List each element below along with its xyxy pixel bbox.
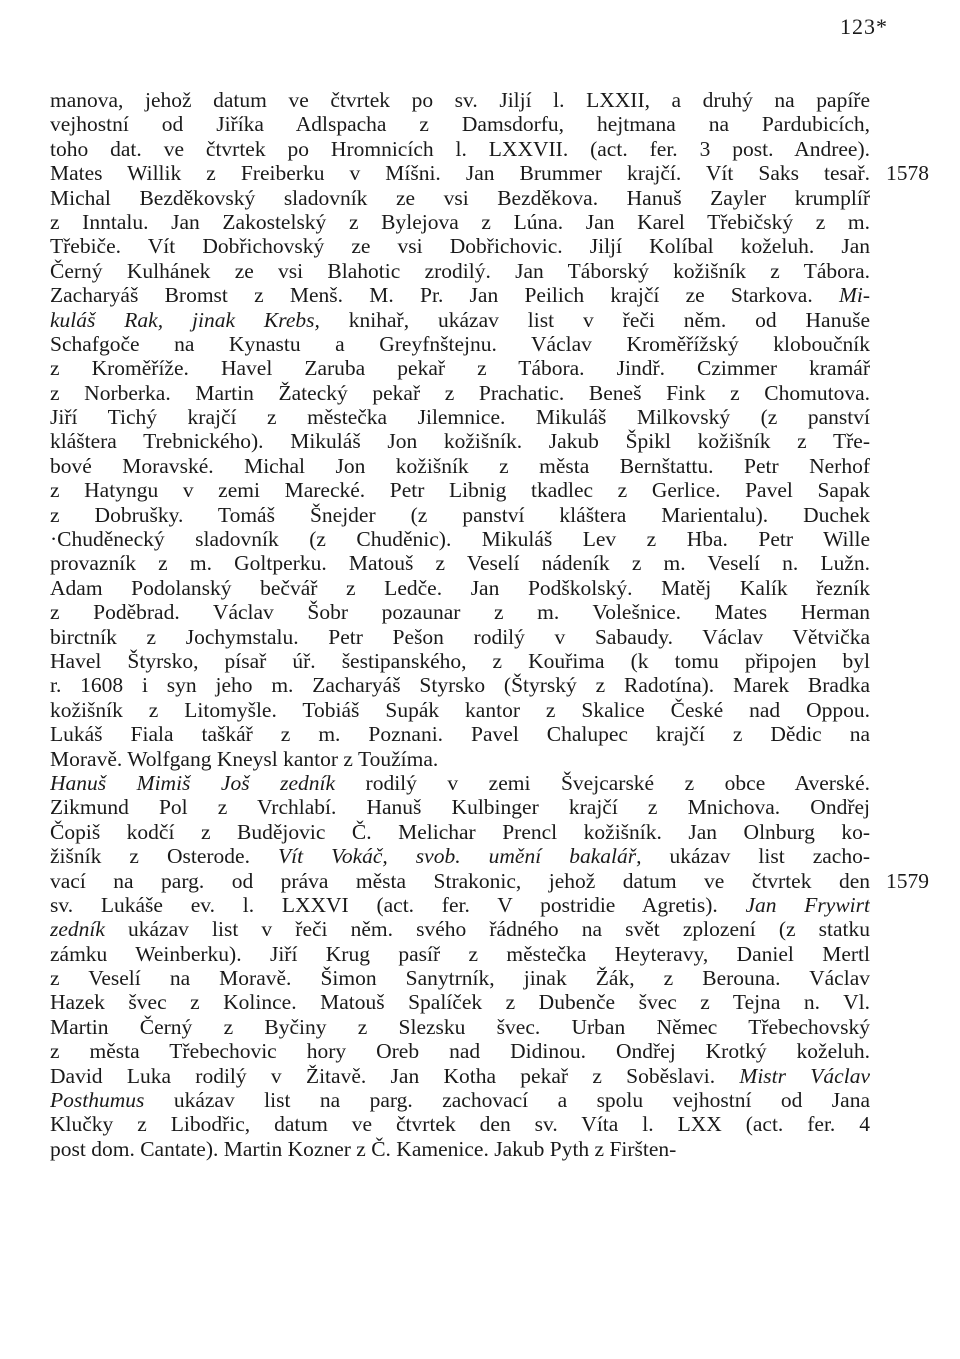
text-segment: rodilý v zemi Švejcarské z obce Averské. (335, 770, 870, 795)
text-line (50, 283, 870, 307)
text-segment: Čopiš kodčí z Budějovic Č. Melichar Prencl kožišník. Jan Olnburg ko- (50, 819, 870, 844)
page-number: 123* (840, 14, 888, 39)
text-line (50, 259, 870, 283)
text-segment: z Kroměříže. Havel Zaruba pekař z Tábora. Jindř. Czimmer kramář (50, 356, 870, 381)
text-line (50, 308, 870, 332)
text-segment: ·Chuděnecký sladovník (z Chuděnic). Mikuláš Lev z Hba. Petr Wille (50, 527, 870, 552)
italic-text: Vít Vokáč, svob. umění bakalář, (277, 844, 642, 869)
text-line (50, 112, 870, 136)
text-line (50, 990, 870, 1014)
text-segment: ukázav list v řeči něm. svého řádného na svět zplození (z statku (104, 917, 870, 942)
margin-year: 1578 (886, 161, 929, 186)
text-line (50, 137, 870, 161)
text-segment: z města Třebechovic hory Oreb nad Didinou. Ondřej Krotký koželuh. (50, 1039, 870, 1064)
text-line (50, 649, 870, 673)
text-line (50, 673, 870, 697)
italic-text: Jan Frywirt (745, 892, 870, 917)
text-line (50, 1137, 870, 1161)
text-segment: z Dobrušky. Tomáš Šnejder (z panství kláštera Marientalu). Duchek (50, 502, 870, 527)
text-line (50, 966, 870, 990)
italic-text: zedník (50, 917, 105, 942)
text-segment: toho dat. ve čtvrtek po Hromnicích l. LXXVII. (act. fer. 3 post. Andree). (50, 136, 870, 161)
text-line (50, 820, 870, 844)
text-segment: ukázav list na parg. zachovací a spolu vejhostní od Jana (144, 1088, 870, 1113)
text-line (50, 405, 870, 429)
text-segment: Havel Štyrsko, písař úř. šestipanského, z Kouřima (k tomu připojen byl (50, 648, 870, 673)
text-segment: z Hatyngu v zemi Marecké. Petr Libnig tkadlec z Gerlice. Pavel Sapak (50, 478, 870, 503)
margin-year: 1579 (886, 868, 929, 893)
text-segment: žišník z Osterode. (50, 844, 278, 869)
text-line (50, 747, 870, 771)
text-line (50, 795, 870, 819)
text-segment: Mates Willik z Freiberku v Míšni. Jan Brummer krajčí. Vít Saks tesař. (50, 161, 870, 186)
text-segment: Moravě. Wolfgang Kneysl kantor z Toužíma. (50, 746, 439, 771)
text-segment: kláštera Trebnického). Mikuláš Jon kožišník. Jakub Špikl kožišník z Tře- (50, 429, 870, 454)
text-segment: vací na parg. od práva města Strakonic, jehož datum ve čtvrtek den (50, 868, 870, 893)
text-line (50, 429, 870, 453)
text-segment: post dom. Cantate). Martin Kozner z Č. Kamenice. Jakub Pyth z Firšten- (50, 1136, 677, 1161)
text-line (50, 1015, 870, 1039)
text-segment: r. 1608 i syn jeho m. Zacharyáš Styrsko (Štyrský z Radotína). Marek Bradka (50, 673, 870, 698)
text-segment: Zikmund Pol z Vrchlabí. Hanuš Kulbinger krajčí z Mnichova. Ondřej (50, 795, 870, 820)
text-segment: Třebiče. Vít Dobřichovský ze vsi Dobřichovic. Jiljí Kolíbal koželuh. Jan (50, 234, 870, 259)
text-line (50, 576, 870, 600)
text-segment: Adam Podolanský bečvář z Ledče. Jan Podškolský. Matěj Kalík řezník (50, 575, 870, 600)
text-segment: birctník z Jochymstalu. Petr Pešon rodilý v Sabaudy. Václav Větvička (50, 624, 870, 649)
text-line (50, 234, 870, 258)
italic-text: Posthumus (50, 1088, 145, 1113)
text-segment: z Veselí na Moravě. Šimon Sanytrník, jinak Žák, z Berouna. Václav (50, 966, 870, 991)
text-segment: manova, jehož datum ve čtvrtek po sv. Jiljí l. LXXII, a druhý na papíře (50, 88, 870, 112)
text-line (50, 503, 870, 527)
text-line (50, 1064, 870, 1088)
text-segment: Jiří Tichý krajčí z městečka Jilemnice. Mikuláš Milkovský (z panství (50, 405, 870, 430)
text-segment: vejhostní od Jiříka Adlspacha z Damsdorfu, hejtmana na Pardubicích, (50, 112, 870, 137)
text-line (50, 942, 870, 966)
text-line (50, 917, 870, 941)
text-segment: Hazek švec z Kolince. Matouš Spalíček z Dubenče švec z Tejna n. Vl. (50, 990, 870, 1015)
text-line (50, 454, 870, 478)
italic-text: Mistr Václav (739, 1063, 870, 1088)
text-line (50, 1088, 870, 1112)
text-line (50, 478, 870, 502)
italic-text: Mi- (838, 283, 870, 308)
text-block (50, 88, 870, 1161)
text-line (50, 551, 870, 575)
text-segment: bové Moravské. Michal Jon kožišník z města Bernštattu. Petr Nerhof (50, 453, 870, 478)
text-line (50, 356, 870, 380)
text-segment: Zacharyáš Bromst z Menš. M. Pr. Jan Peilich krajčí ze Starkova. (50, 283, 839, 308)
text-line (50, 332, 870, 356)
text-line (50, 844, 870, 868)
text-line (50, 1039, 870, 1063)
text-segment: David Luka rodilý v Žitavě. Jan Kotha pekař z Soběslavi. (50, 1063, 740, 1088)
italic-text: kuláš Rak, jinak Krebs, (50, 307, 320, 332)
text-segment: sv. Lukáše ev. l. LXXVI (act. fer. V postridie Agretis). (50, 892, 746, 917)
text-line (50, 625, 870, 649)
text-line (50, 1112, 870, 1136)
text-segment: Černý Kulhánek ze vsi Blahotic zrodilý. Jan Táborský kožišník z Tábora. (50, 258, 870, 283)
text-line (50, 186, 870, 210)
text-line (50, 869, 870, 893)
text-segment: Lukáš Fiala taškář z m. Poznani. Pavel Chalupec krajčí z Dědic na (50, 722, 870, 747)
text-segment: Schafgoče na Kynastu a Greyfnštejnu. Václav Kroměřížský kloboučník (50, 331, 870, 356)
text-line (50, 893, 870, 917)
italic-text: Hanuš Mimiš Još zedník (50, 770, 336, 795)
text-segment: zámku Weinberku). Jiří Krug pasíř z městečka Heyteravy, Daniel Mertl (50, 941, 870, 966)
text-segment: z Inntalu. Jan Zakostelský z Bylejova z Lúna. Jan Karel Třebičský z m. (50, 209, 870, 234)
text-line (50, 88, 870, 112)
text-segment: Michal Bezděkovský sladovník ze vsi Bezděkova. Hanuš Zayler krumplíř (50, 185, 870, 210)
text-line (50, 698, 870, 722)
text-segment: Martin Černý z Byčiny z Slezsku švec. Urban Němec Třebechovský (50, 1014, 870, 1039)
text-segment: knihař, ukázav list v řeči něm. od Hanuše (319, 307, 870, 332)
text-segment: provazník z m. Goltperku. Matouš z Veselí nádeník z m. Veselí n. Lužn. (50, 551, 870, 576)
text-line (50, 600, 870, 624)
text-line (50, 210, 870, 234)
text-line (50, 161, 870, 185)
text-line (50, 527, 870, 551)
text-segment: ukázav list zacho- (641, 844, 870, 869)
text-segment: z Norberka. Martin Žatecký pekař z Prachatic. Beneš Fink z Chomutova. (50, 380, 870, 405)
text-line (50, 722, 870, 746)
text-segment: z Poděbrad. Václav Šobr pozaunar z m. Volešnice. Mates Herman (50, 600, 870, 625)
text-segment: kožišník z Litomyšle. Tobiáš Supák kantor z Skalice České nad Oppou. (50, 697, 870, 722)
text-line (50, 771, 870, 795)
text-segment: Klučky z Libodřic, datum ve čtvrtek den sv. Víta l. LXX (act. fer. 4 (50, 1112, 870, 1137)
text-line (50, 381, 870, 405)
